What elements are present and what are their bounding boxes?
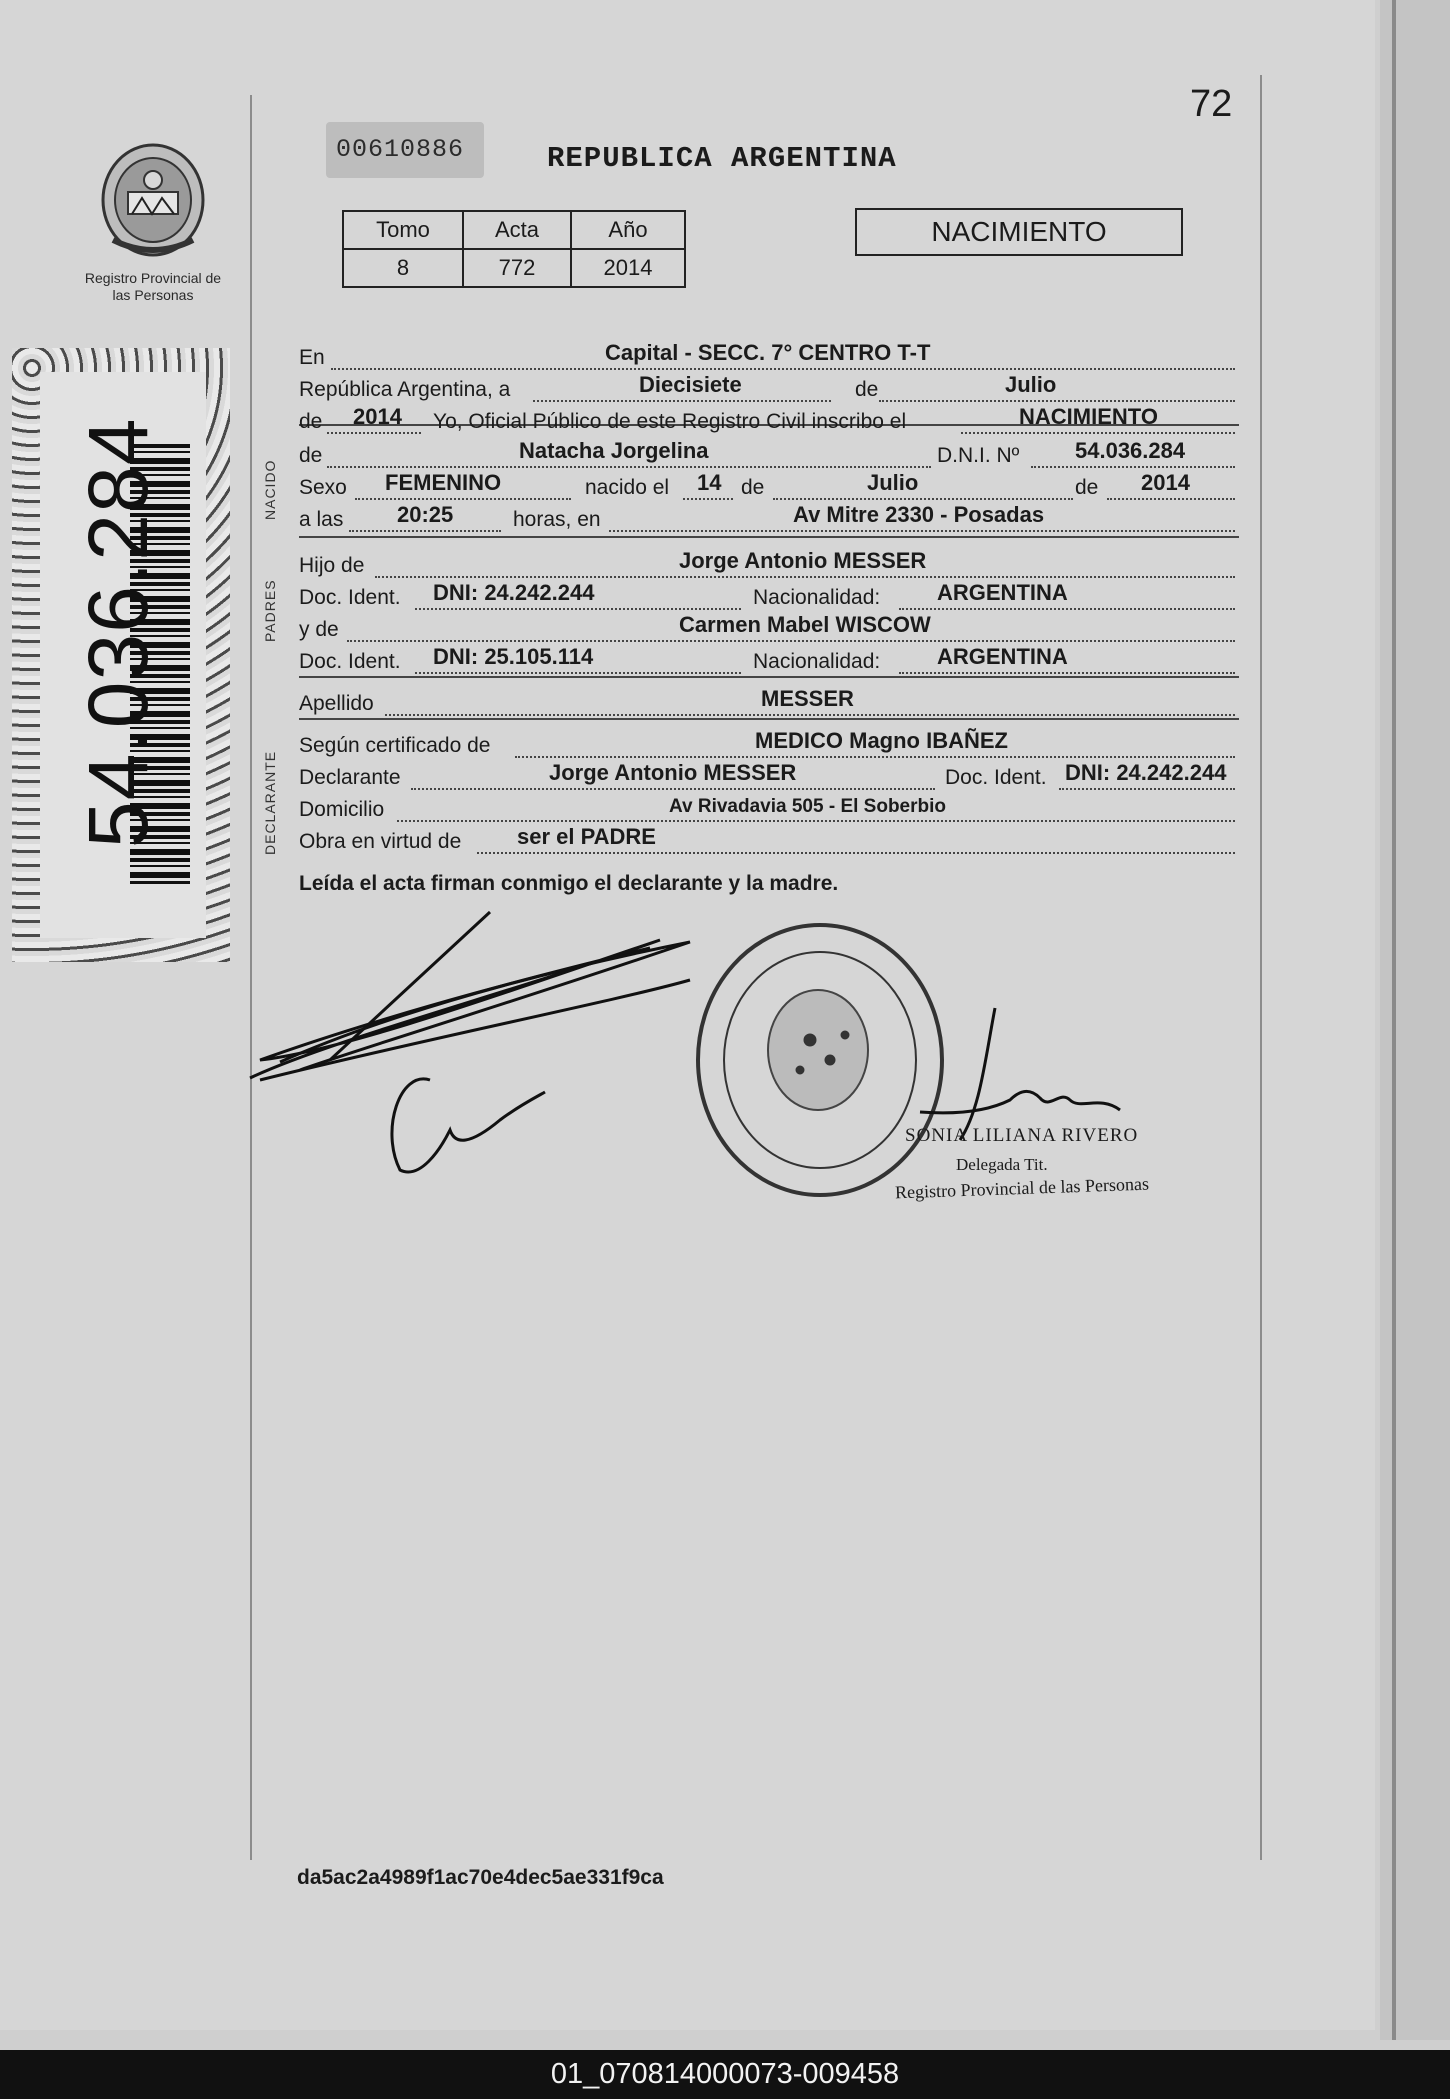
dotted-line: [327, 466, 931, 468]
dotted-line: [961, 432, 1235, 434]
dotted-line: [533, 400, 831, 402]
value-lugar-nacimiento: Av Mitre 2330 - Posadas: [793, 502, 1045, 527]
dotted-line: [411, 788, 935, 790]
serial-number: 00610886: [336, 135, 465, 164]
dotted-line: [683, 498, 733, 500]
label-republica: República Argentina, a: [299, 378, 511, 401]
label-doc: Doc. Ident.: [299, 586, 401, 609]
dotted-line: [415, 608, 741, 610]
value-madre-doc: DNI: 25.105.114: [433, 644, 594, 669]
row-obra: [299, 826, 1237, 856]
label-de: de: [1075, 476, 1099, 499]
dotted-line: [347, 640, 1235, 642]
value-nac-anio: 2014: [1141, 470, 1190, 495]
left-margin-line: [250, 95, 252, 1860]
row-madre-doc: [299, 646, 1237, 676]
section-separator: [299, 718, 1239, 720]
dotted-line: [415, 672, 741, 674]
row-madre: [299, 614, 1237, 644]
dotted-line: [355, 498, 571, 500]
dni-sticker: [12, 348, 230, 962]
dotted-line: [1031, 466, 1235, 468]
value-padre-nac: ARGENTINA: [937, 580, 1068, 605]
value-mes: Julio: [1005, 372, 1057, 397]
label-horas: horas, en: [513, 508, 601, 531]
label-domicilio: Domicilio: [299, 798, 385, 821]
row-declarante: [299, 762, 1237, 792]
label-dni: D.N.I. Nº: [937, 444, 1020, 467]
acta-value: 772: [463, 249, 571, 287]
value-nac-mes: Julio: [867, 470, 919, 495]
dni-sticker-number: 54.036.284: [71, 417, 165, 848]
registry-caption: Registro Provincial de las Personas: [84, 270, 222, 303]
label-inscribo: Yo, Oficial Público de este Registro Civil inscribo el: [433, 410, 907, 433]
row-padre-doc: [299, 582, 1237, 612]
document-hash: da5ac2a4989f1ac70e4dec5ae331f9ca: [297, 1866, 664, 1889]
value-apellido: MESSER: [761, 686, 854, 711]
value-dia: Diecisiete: [639, 372, 742, 397]
label-obra: Obra en virtud de: [299, 830, 462, 853]
dotted-line: [397, 820, 1235, 822]
tomo-header: Tomo: [343, 211, 463, 249]
page-edge-shadow: [1392, 0, 1396, 2040]
row-padre: [299, 550, 1237, 580]
dotted-line: [609, 530, 1235, 532]
official-title: Delegada Tit.: [956, 1155, 1048, 1174]
row-nombre: [299, 440, 1237, 470]
dotted-line: [1107, 498, 1235, 500]
official-signature: [920, 1008, 1120, 1140]
section-label-declarante: DECLARANTE: [262, 750, 278, 855]
label-nacido: nacido el: [585, 476, 670, 499]
row-fecha: [299, 374, 1237, 404]
label-en: En: [299, 346, 325, 369]
value-padre: Jorge Antonio MESSER: [679, 548, 927, 573]
closing-statement: Leída el acta firman conmigo el declarante y la madre.: [299, 872, 839, 895]
row-certificado: [299, 730, 1237, 760]
value-domicilio: Av Rivadavia 505 - El Soberbio: [669, 796, 947, 817]
section-separator: [299, 676, 1239, 678]
label-de: de: [855, 378, 879, 401]
value-inscribo: NACIMIENTO: [1019, 404, 1158, 429]
label-declarante: Declarante: [299, 766, 401, 789]
row-domicilio: [299, 794, 1237, 824]
section-separator: [299, 536, 1239, 538]
act-type-box: NACIMIENTO: [855, 208, 1183, 256]
footer-id-bar: 01_070814000073-009458: [0, 2050, 1450, 2099]
value-declarante-doc: DNI: 24.242.244: [1065, 760, 1227, 785]
anio-value: 2014: [571, 249, 685, 287]
value-padre-doc: DNI: 24.242.244: [433, 580, 595, 605]
label-de: de: [299, 444, 323, 467]
dotted-line: [899, 608, 1235, 610]
row-apellido: [299, 688, 1237, 718]
label-alas: a las: [299, 508, 344, 531]
dotted-line: [515, 756, 1235, 758]
label-certificado: Según certificado de: [299, 734, 491, 757]
label-sexo: Sexo: [299, 476, 347, 499]
provincial-seal-icon: [98, 140, 208, 260]
value-nac-dia: 14: [697, 470, 722, 495]
tomo-value: 8: [343, 249, 463, 287]
label-doc: Doc. Ident.: [299, 650, 401, 673]
official-name: SONIA LILIANA RIVERO: [905, 1125, 1139, 1146]
dotted-line: [349, 530, 501, 532]
value-lugar: Capital - SECC. 7° CENTRO T-T: [605, 340, 931, 365]
label-de: de: [741, 476, 765, 499]
value-anio: 2014: [353, 404, 402, 429]
section-label-nacido: NACIDO: [262, 459, 278, 520]
declarant-signature: [250, 912, 690, 1080]
section-label-padres: PADRES: [262, 579, 278, 642]
acta-header: Acta: [463, 211, 571, 249]
dotted-line: [1059, 788, 1235, 790]
dotted-line: [879, 400, 1235, 402]
anio-header: Año: [571, 211, 685, 249]
label-de: de: [299, 410, 323, 433]
official-registry: Registro Provincial de las Personas: [894, 1173, 1150, 1203]
label-apellido: Apellido: [299, 692, 374, 715]
label-hijo: Hijo de: [299, 554, 365, 577]
row-sexo-nacimiento: [299, 472, 1237, 502]
dotted-line: [385, 714, 1235, 716]
official-stamp: [698, 925, 942, 1195]
dotted-line: [477, 852, 1235, 854]
country-title: REPUBLICA ARGENTINA: [547, 142, 897, 175]
label-declarante-doc: Doc. Ident.: [945, 766, 1047, 789]
mother-signature: [392, 1079, 545, 1172]
dotted-line: [327, 432, 421, 434]
value-obra: ser el PADRE: [517, 824, 656, 849]
value-declarante: Jorge Antonio MESSER: [549, 760, 797, 785]
page-number: 72: [1190, 83, 1233, 125]
row-lugar-inscripcion: [299, 342, 1237, 372]
value-sexo: FEMENINO: [385, 470, 502, 495]
page-edge: [1380, 0, 1450, 2040]
right-margin-line: [1260, 75, 1262, 1860]
label-nacionalidad: Nacionalidad:: [753, 586, 881, 609]
label-nacionalidad: Nacionalidad:: [753, 650, 881, 673]
dotted-line: [773, 498, 1073, 500]
value-madre: Carmen Mabel WISCOW: [679, 612, 931, 637]
value-dni: 54.036.284: [1075, 438, 1186, 463]
row-hora-lugar: [299, 504, 1237, 534]
row-inscribo: [299, 406, 1237, 436]
dotted-line: [331, 368, 1235, 370]
book-reference-table: [342, 210, 686, 288]
label-yde: y de: [299, 618, 339, 641]
value-certificado: MEDICO Magno IBAÑEZ: [755, 728, 1008, 753]
value-nombre: Natacha Jorgelina: [519, 438, 709, 463]
value-madre-nac: ARGENTINA: [937, 644, 1068, 669]
dotted-line: [899, 672, 1235, 674]
value-hora: 20:25: [397, 502, 454, 527]
dotted-line: [375, 576, 1235, 578]
